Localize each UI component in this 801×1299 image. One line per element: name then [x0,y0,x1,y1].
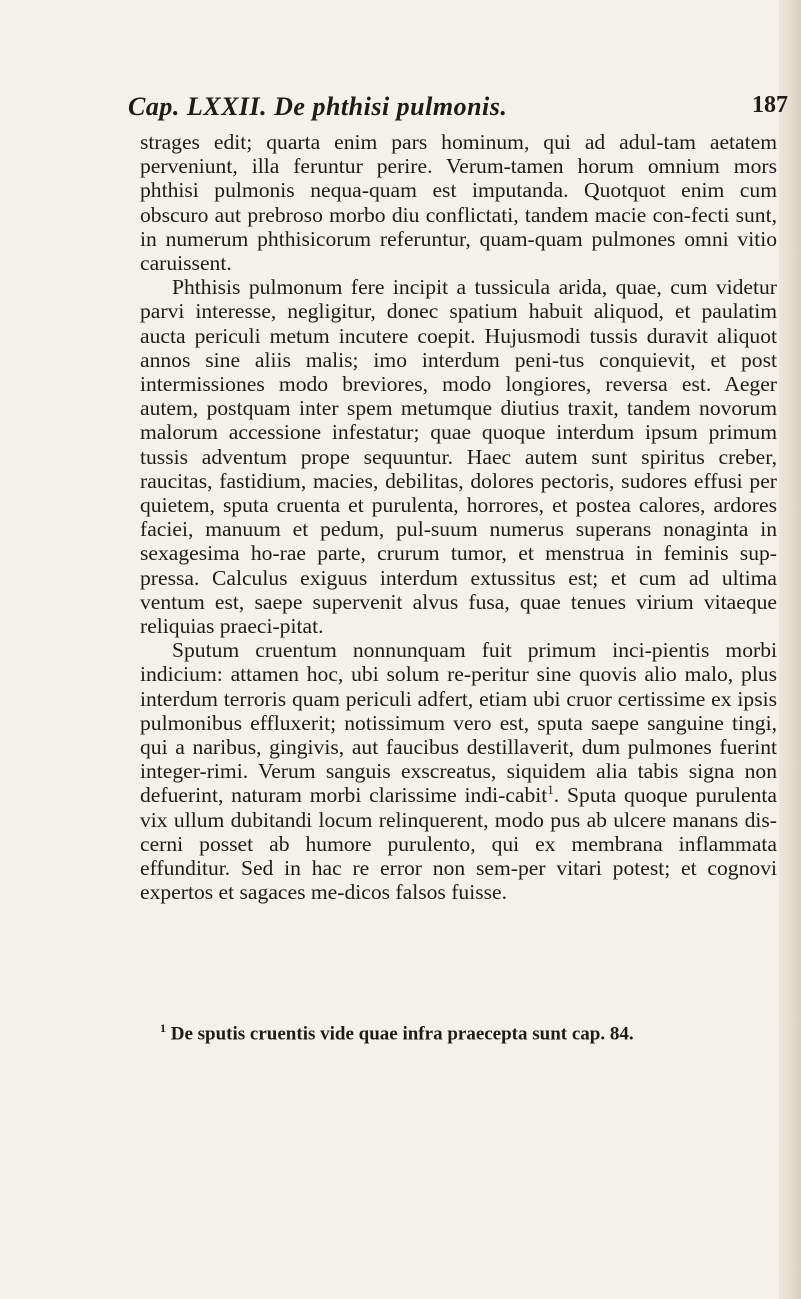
page-number: 187 [752,92,788,118]
footnote-text: De sputis cruentis vide quae infra praecepta sunt cap. 84. [170,1023,634,1045]
footnote-mark: 1 [160,1021,166,1035]
paragraph-3 [140,638,777,904]
footnote-reference[interactable]: 1 [547,782,554,798]
paragraph-1: strages edit; quarta enim pars hominum, qui ad adul-tam aetatem perveniunt, illa feruntur perire. Verum-tamen horum omnium mors phthisi pulmonis nequa-quam est imputanda. Quotquot enim cum obscuro aut prebroso morbo diu conflictati, tandem macie con-fecti sunt, in numerum phthisicorum referuntur, quam-quam pulmones omni vitio caruissent. [140,130,777,276]
main-text [140,130,777,905]
paragraph-2: Phthisis pulmonum fere incipit a tussicula arida, quae, cum videtur parvi interesse, negligitur, donec spatium habuit aliquod, et paulatim aucta periculi metum incutere coepit. Hujusmodi tussis duravit aliquot annos sine aliis malis; imo interdum peni-tus conquievit, et post intermissiones modo breviores, modo longiores, reversa est. Aeger autem, postquam inter spem metumque diutius traxit, tandem novorum malorum accessione infestatur; quae quoque interdum ipsum primum tussis adventum prope sequuntur. Haec autem sunt spiritus creber, raucitas, fastidium, macies, debilitas, dolores pectoris, sudores effusi per quietem, sputa cruenta et purulenta, horrores, et postea calores, ardores faciei, manuum et pedum, pul-suum numerus superans nonaginta in sexagesima ho-rae parte, crurum tumor, et menstrua in feminis sup-pressa. Calculus exiguus interdum extussitus est; et cum ad ultima ventum est, saepe supervenit alvus fusa, quae tenues virium vitaeque reliquias praeci-pitat. [140,275,777,639]
paragraph-3-text-a: Sputum cruentum nonnunquam fuit primum inci-pientis morbi indicium: attamen hoc, ubi solum re-peritur sine quovis alio malo, plus interdum terroris quam periculi adfert, etiam ubi cruor certissime ex ipsis pulmonibus effluxerit; notissimum vero est, sputa saepe sanguine tingi, qui a naribus, gingivis, aut faucibus destillaverit, dum pulmones fuerint integer-rimi. Verum sanguis exscreatus, siquidem alia tabis signa non defuerint, naturam morbi clarissime indi-cabit [140,638,777,808]
page-edge-shadow [779,0,801,1299]
footnote [160,1021,780,1045]
running-head: Cap. LXXII. De phthisi pulmonis. [128,92,508,121]
paragraph-3-text-b: . Sputa quoque purulenta vix ullum dubitandi locum relinquerent, modo pus ab ulcere manans dis-cerni posset ab humore purulento, qui ex membrana inflammata effunditur. Sed in hac re error non sem-per vitari potest; et cognovi expertos et sagaces me-dicos falsos fuisse. [140,783,777,905]
page-header [128,92,788,128]
